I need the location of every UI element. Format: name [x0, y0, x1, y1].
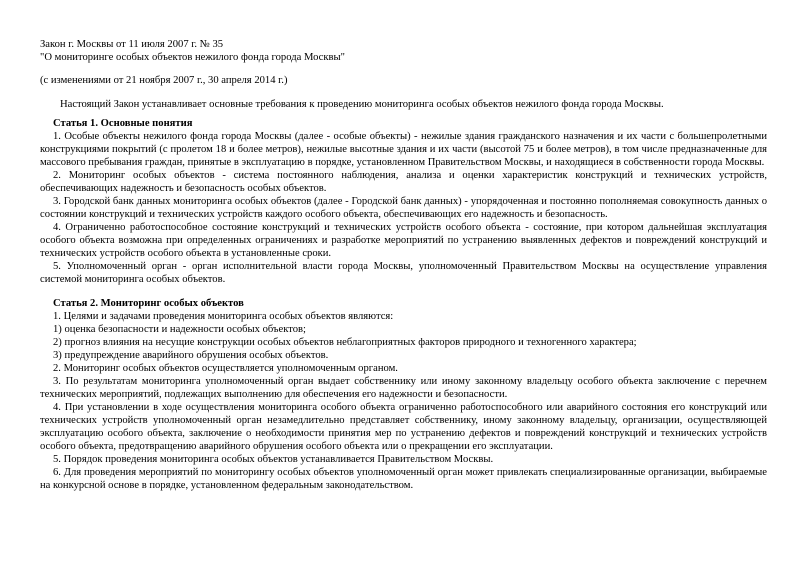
- amendments-note: (с изменениями от 21 ноября 2007 г., 30 апреля 2014 г.): [40, 75, 288, 86]
- article-2-paragraph-5: 5. Порядок проведения мониторинга особых объектов устанавливается Правительством Москвы.: [53, 454, 494, 465]
- article-2-paragraph-1: 1. Целями и задачами проведения мониторинга особых объектов являются:: [53, 311, 394, 322]
- document-header: [40, 38, 767, 64]
- article-2-paragraph-3: 3. По результатам мониторинга уполномоченный орган выдает собственнику или иному законному владельцу особого объекта заключение с перечнем технических мероприятий, подлежащих выполнению для обеспечения его надежности и безопасности.: [40, 376, 767, 400]
- law-title-line1: Закон г. Москвы от 11 июля 2007 г. № 35: [40, 39, 224, 50]
- article-2-paragraph-4: 4. При установлении в ходе осуществления мониторинга особого объекта ограниченно работоспособного или аварийного состояния его конструкций или технических устройств уполномоченный орган незамедлительно представляет собственнику, иному законному владельцу, организации, осуществляющей эксплуатацию особого объекта, заключение о необходимости принятия мер по устранению дефектов и повреждений конструкций и технических устройств особого объекта, предотвращению аварийного обрушения особого объекта или о прекращении его эксплуатации.: [40, 402, 767, 452]
- list-item: 1) оценка безопасности и надежности особых объектов;: [53, 324, 306, 335]
- list-item: 3) предупреждение аварийного обрушения особых объектов.: [53, 350, 329, 361]
- article-2-title: Статья 2. Мониторинг особых объектов: [53, 298, 244, 309]
- article-1: [40, 117, 767, 286]
- article-1-paragraph-4: 4. Ограниченно работоспособное состояние конструкций и технических устройств особого объекта - состояние, при котором дальнейшая эксплуатация особого объекта возможна при определенных ограничениях и разработке мероприятий по устранению выявленных дефектов и повреждений конструкций и технических устройств особого объекта в установленные сроки.: [40, 222, 767, 259]
- article-2: [40, 297, 767, 492]
- article-1-title: Статья 1. Основные понятия: [53, 118, 193, 129]
- article-2-paragraph-6: 6. Для проведения мероприятий по мониторингу особых объектов уполномоченный орган может привлекать специализированные организации, выбираемые на конкурсной основе в порядке, установленном федеральным законодательством.: [40, 467, 767, 491]
- article-1-paragraph-3: 3. Городской банк данных мониторинга особых объектов (далее - Городской банк данных) - упорядоченная и постоянно пополняемая совокупность данных о состоянии конструкций и технических устройств каждого особого объекта, обеспечивающих его надежность и безопасность.: [40, 196, 767, 220]
- article-1-paragraph-5: 5. Уполномоченный орган - орган исполнительной власти города Москвы, уполномоченный Правительством Москвы на осуществление управления системой мониторинга особых объектов.: [40, 261, 767, 285]
- list-item: 2) прогноз влияния на несущие конструкции особых объектов неблагоприятных факторов природного и техногенного характера;: [53, 337, 637, 348]
- intro-paragraph: Настоящий Закон устанавливает основные требования к проведению мониторинга особых объектов нежилого фонда города Москвы.: [60, 99, 664, 110]
- law-title-line2: "О мониторинге особых объектов нежилого фонда города Москвы": [40, 52, 345, 63]
- article-1-paragraph-2: 2. Мониторинг особых объектов - система постоянного наблюдения, анализа и оценки характеристик конструкций и технических устройств, обеспечивающих надежность и безопасность особых объектов.: [40, 170, 767, 194]
- article-1-paragraph-1: 1. Особые объекты нежилого фонда города Москвы (далее - особые объекты) - нежилые здания гражданского назначения и их части с большепролетными конструкциями покрытий (с пролетом 18 и более метров), нежилые высотные здания и их части (высотой 75 и более метров), в том числе предназначенные для массового пребывания граждан, принятые в эксплуатацию в порядке, установленном Правительством Москвы, и находящиеся в собственности города Москвы.: [40, 131, 767, 168]
- article-2-goals-list: [40, 323, 767, 362]
- article-2-paragraph-2: 2. Мониторинг особых объектов осуществляется уполномоченным органом.: [53, 363, 398, 374]
